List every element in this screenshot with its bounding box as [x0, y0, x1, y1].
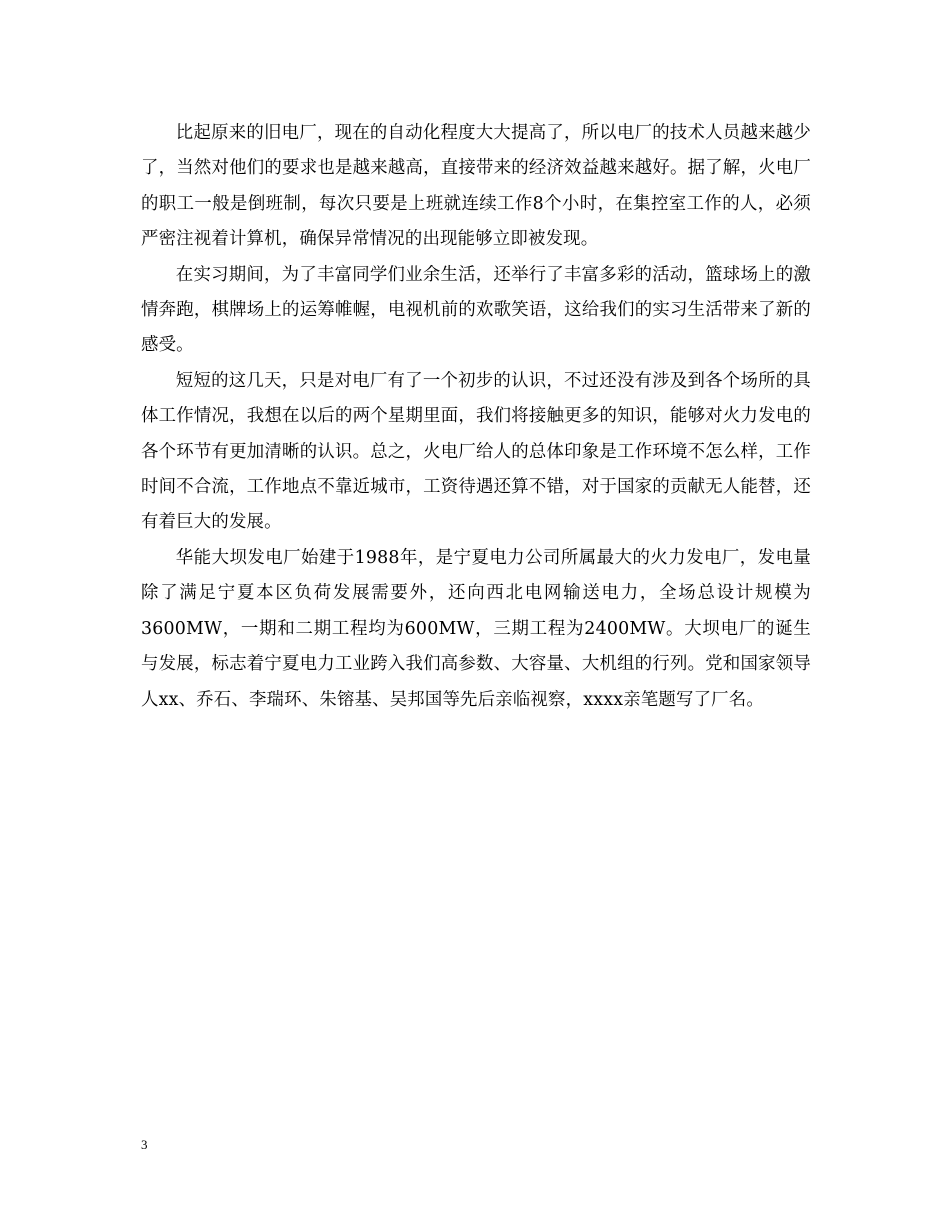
paragraph-1: 比起原来的旧电厂，现在的自动化程度大大提高了，所以电厂的技术人员越来越少了，当然对他们的要求也是越来越高，直接带来的经济效益越来越好。据了解，火电厂的职工一般是倒班制，每次只要是上班就连续工作8个小时，在集控室工作的人，必须严密注视着计算机，确保异常情况的出现能够立即被发现。 — [141, 123, 811, 250]
page-number: 3 — [141, 1137, 148, 1152]
paragraph-2: 在实习期间，为了丰富同学们业余生活，还举行了丰富多彩的活动，篮球场上的激情奔跑，棋牌场上的运筹帷幄，电视机前的欢歌笑语，这给我们的实习生活带来了新的感受。 — [141, 264, 811, 356]
document-body — [141, 116, 811, 718]
paragraph-4: 华能大坝发电厂始建于1988年，是宁夏电力公司所属最大的火力发电厂，发电量除了满足宁夏本区负荷发展需要外，还向西北电网输送电力，全场总设计规模为3600MW，一期和二期工程均为600MW，三期工程为2400MW。大坝电厂的诞生与发展，标志着宁夏电力工业跨入我们高参数、大容量、大机组的行列。党和国家领导人xx、乔石、李瑞环、朱镕基、吴邦国等先后亲临视察，xxxx亲笔题写了厂名。 — [141, 547, 811, 710]
paragraph-3: 短短的这几天，只是对电厂有了一个初步的认识，不过还没有涉及到各个场所的具体工作情况，我想在以后的两个星期里面，我们将接触更多的知识，能够对火力发电的各个环节有更加清晰的认识。总之，火电厂给人的总体印象是工作环境不怎么样，工作时间不合流，工作地点不靠近城市，工资待遇还算不错，对于国家的贡献无人能替，还有着巨大的发展。 — [141, 370, 811, 533]
